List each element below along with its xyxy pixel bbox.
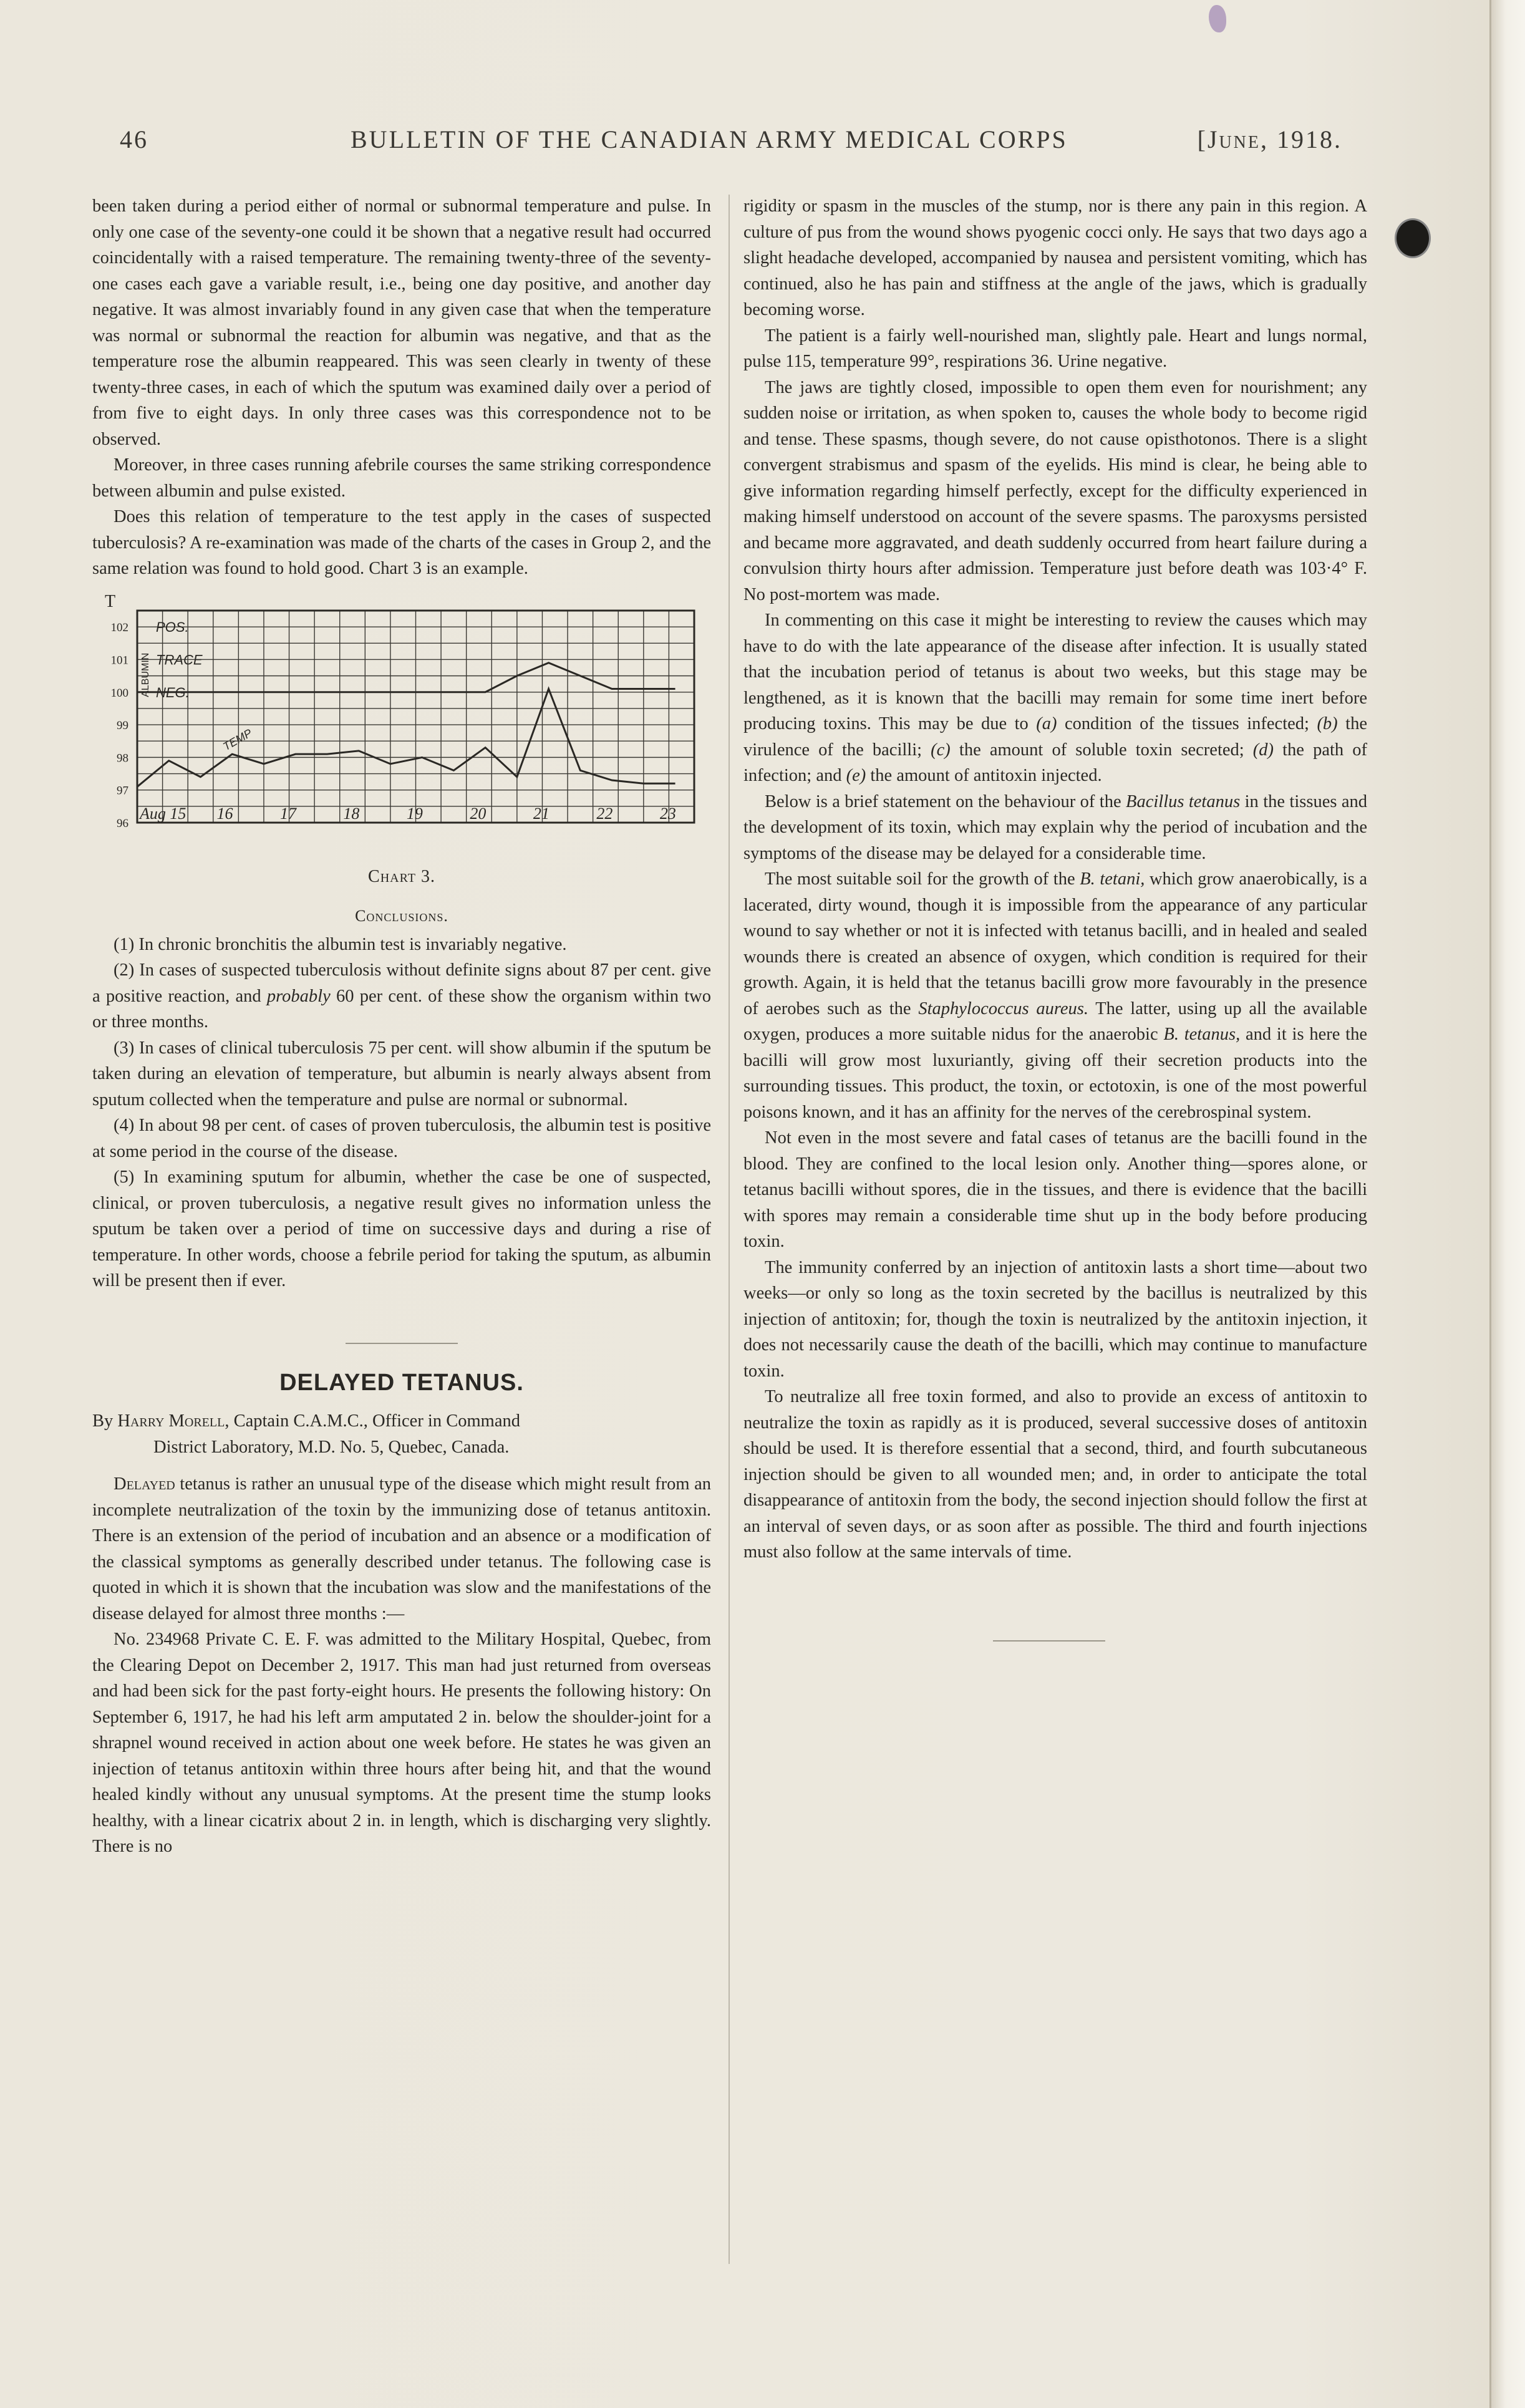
- section-separator: [346, 1343, 458, 1344]
- ink-stain: [1209, 5, 1226, 32]
- albumin-level-label: TRACE: [156, 651, 203, 667]
- y-tick-label: 96: [117, 816, 128, 830]
- end-separator: [993, 1640, 1105, 1642]
- right-column: [743, 193, 1367, 1642]
- x-day-label: 17: [279, 804, 296, 823]
- conclusion-item: (1) In chronic bronchitis the albumin test is invariably negative.: [114, 934, 567, 954]
- byline: By Harry Morell, Captain C.A.M.C., Officer in Command District Laboratory, M.D. No. 5, Quebec, Canada.: [92, 1411, 520, 1457]
- journal-title: BULLETIN OF THE CANADIAN ARMY MEDICAL CORPS: [351, 125, 1068, 153]
- temperature-line: [137, 689, 675, 786]
- paragraph: The most suitable soil for the growth of the B. tetani, which grow anaerobically, is a lacerated, dirty wound, though it is impossible from the appearance of any particular wound to say whether or not it is infected with tetanus bacilli, and in healed and sealed wounds there is created an absence of oxygen, which condition is required for their growth. Again, it is held that the tetanus bacilli grow more favourably in the presence of aerobes such as the Staphylococcus aureus. The latter, using up all the available oxygen, produces a more suitable nidus for the anaerobic B. tetanus, and it is here the bacilli will grow most luxuriantly, giving off their secretion products into the surrounding tissues. This product, the toxin, or ectotoxin, is one of the most powerful poisons known, and it has an affinity for the nerves of the cerebrospinal system.: [743, 869, 1367, 1122]
- y-tick-label: 100: [110, 686, 128, 700]
- paragraph: Delayed tetanus is rather an unusual type of the disease which might result from an incomplete neutralization of the toxin by the immunizing dose of tetanus antitoxin. There is an extension of the period of incubation and an absence or a modification of the classical symptoms as generally described under tetanus. The following case is quoted in which it is shown that the incubation was slow and the manifestations of the disease delayed for almost three months :—: [92, 1474, 711, 1623]
- albumin-axis-label: ALBUMIN: [140, 652, 151, 697]
- y-tick-label: 97: [117, 784, 128, 798]
- albumin-line: [137, 662, 675, 692]
- y-axis-letter: T: [105, 592, 116, 611]
- paragraph: Not even in the most severe and fatal cases of tetanus are the bacilli found in the blood. They are confined to the local lesion only. Another thing—spores alone, or tetanus bacilli without spores, die in the tissues, and there is evidence that the bacilli with spores may remain a considerable time shut up in the body before producing toxin.: [743, 1128, 1367, 1251]
- x-day-label: Aug 15: [140, 804, 186, 823]
- y-tick-label: 98: [117, 751, 128, 765]
- page-number: 46: [120, 125, 148, 153]
- y-tick-label: 101: [110, 653, 128, 667]
- page-edge-strip: [1489, 0, 1525, 2408]
- albumin-level-label: POS.: [156, 619, 189, 635]
- x-day-label: 21: [533, 804, 549, 823]
- chart-3: [92, 593, 711, 861]
- chart-caption: Chart 3.: [368, 866, 435, 886]
- x-day-label: 16: [216, 804, 233, 823]
- left-column: [92, 193, 711, 1860]
- temperature-albumin-chart: [92, 593, 711, 861]
- paragraph: Moreover, in three cases running afebrile courses the same striking correspondence between albumin and pulse existed.: [92, 455, 711, 501]
- x-day-label: 23: [659, 804, 676, 823]
- conclusions-heading: Conclusions.: [355, 907, 448, 925]
- y-tick-label: 99: [117, 718, 128, 732]
- issue-date: [June, 1918.: [1197, 125, 1342, 153]
- conclusion-item: (5) In examining sputum for albumin, whether the case be one of suspected, clinical, or proven tuberculosis, a negative result gives no information unless the sputum be taken over a period of time on successive days and during a rise of temperature. In other words, choose a febrile period for taking the sputum, as albumin will be present then if ever.: [92, 1168, 711, 1290]
- paragraph: To neutralize all free toxin formed, and also to provide an excess of antitoxin to neutralize the toxin as rapidly as it is produced, several successive doses of antitoxin should be used. It is therefore essential that a second, third, and fourth subcutaneous injection should be given to all wounded men; and, in order to anticipate the total disappearance of antitoxin from the body, the second injection should follow the first at an interval of seven days, or as soon after as possible. The third and fourth injections must also follow at the same intervals of time.: [743, 1387, 1367, 1562]
- author-name: Harry Morell,: [117, 1411, 230, 1431]
- conclusion-item: (2) In cases of suspected tuberculosis without definite signs about 87 per cent. give a positive reaction, and probably 60 per cent. of these show the organism within two or three months.: [92, 960, 711, 1032]
- paragraph: The jaws are tightly closed, impossible to open them even for nourishment; any sudden noise or irritation, as when spoken to, causes the whole body to become rigid and tense. These spasms, though severe, do not cause opisthotonos. There is a slight convergent strabismus and spasm of the eyelids. His mind is clear, he being able to give information regarding himself perfectly, except for the difficulty experienced in making himself understood on account of the severe spasms. The paroxysms persisted and became more aggravated, and death suddenly occurred from heart failure during a convulsion thirty hours after admission. Temperature just before death was 103·4° F. No post-mortem was made.: [743, 377, 1367, 604]
- conclusion-item: (3) In cases of clinical tuberculosis 75 per cent. will show albumin if the sputum be taken during an elevation of temperature, but albumin is nearly always absent from sputum collected when the temperature and pulse are normal or subnormal.: [92, 1038, 711, 1110]
- paragraph: The patient is a fairly well-nourished man, slightly pale. Heart and lungs normal, pulse 115, temperature 99°, respirations 36. Urine negative.: [743, 326, 1367, 371]
- paragraph: In commenting on this case it might be interesting to review the causes which may have to do with the late appearance of the disease after infection. It is usually stated that the incubation period of tetanus is about two weeks, but this stage may be lengthened, as it is known that the bacilli may remain for some time inert before producing toxins. This may be due to (a) condition of the tissues infected; (b) the virulence of the bacilli; (c) the amount of soluble toxin secreted; (d) the path of infection; and (e) the amount of antitoxin injected.: [743, 611, 1367, 785]
- albumin-level-label: NEG.: [156, 684, 190, 700]
- paragraph: Does this relation of temperature to the test apply in the cases of suspected tuberculosis? A re-examination was made of the charts of the cases in Group 2, and the same relation was found to hold good. Chart 3 is an example.: [92, 507, 711, 578]
- paragraph: The immunity conferred by an injection of antitoxin lasts a short time—about two weeks—or only so long as the toxin secreted by the bacillus is neutralized by this injection of antitoxin; for, though the toxin is neutralized by the antitoxin injection, it does not necessarily cause the death of the bacilli, which may continue to manufacture toxin.: [743, 1257, 1367, 1381]
- temperature-series-label: TEMP: [221, 726, 254, 753]
- binder-hole: [1395, 218, 1431, 258]
- paragraph: been taken during a period either of normal or subnormal temperature and pulse. In only one case of the seventy-one could it be shown that a negative result had occurred coincidentally with a raised temperature. The remaining twenty-three of the seventy-one cases each gave a variable result, i.e., being one day positive, and another day negative. It was almost invariably found in any given case that when the temperature was normal or subnormal the reaction for albumin was negative, and that as the temperature rose the albumin reappeared. This was seen clearly in twenty of these twenty-three cases, in each of which the sputum was examined daily over a period of from five to eight days. In only three cases was this correspondence not to be observed.: [92, 196, 711, 449]
- paragraph: Below is a brief statement on the behaviour of the Bacillus tetanus in the tissues and the development of its toxin, which may explain why the period of incubation and the symptoms of the disease may be delayed for a considerable time.: [743, 791, 1367, 863]
- x-day-label: 20: [470, 804, 487, 823]
- y-tick-label: 102: [110, 621, 128, 634]
- article-title: DELAYED TETANUS.: [279, 1369, 524, 1396]
- paragraph: rigidity or spasm in the muscles of the stump, nor is there any pain in this region. A culture of pus from the wound shows pyogenic cocci only. He says that two days ago a slight headache developed, accompanied by nausea and persistent vomiting, which has continued, also he has pain and stiffness at the angle of the jaws, which is gradually becoming worse.: [743, 196, 1367, 319]
- x-day-label: 19: [406, 804, 423, 823]
- x-day-label: 18: [343, 804, 360, 823]
- paragraph: No. 234968 Private C. E. F. was admitted to the Military Hospital, Quebec, from the Clearing Depot on December 2, 1917. This man had just returned from overseas and had been sick for the past forty-eight hours. He presents the following history: On September 6, 1917, he had his left arm amputated 2 in. below the shoulder-joint for a shrapnel wound received in action about one week before. He states he was given an injection of tetanus antitoxin within three hours after being hit, and that the wound healed kindly without any unusual symptoms. At the present time the stump looks healthy, with a linear cicatrix about 2 in. in length, which is discharging very slightly. There is no: [92, 1630, 711, 1856]
- column-divider: [729, 195, 730, 2264]
- x-day-label: 22: [596, 804, 613, 823]
- running-header: [120, 118, 1342, 156]
- conclusion-item: (4) In about 98 per cent. of cases of proven tuberculosis, the albumin test is positive at some period in the course of the disease.: [92, 1116, 711, 1161]
